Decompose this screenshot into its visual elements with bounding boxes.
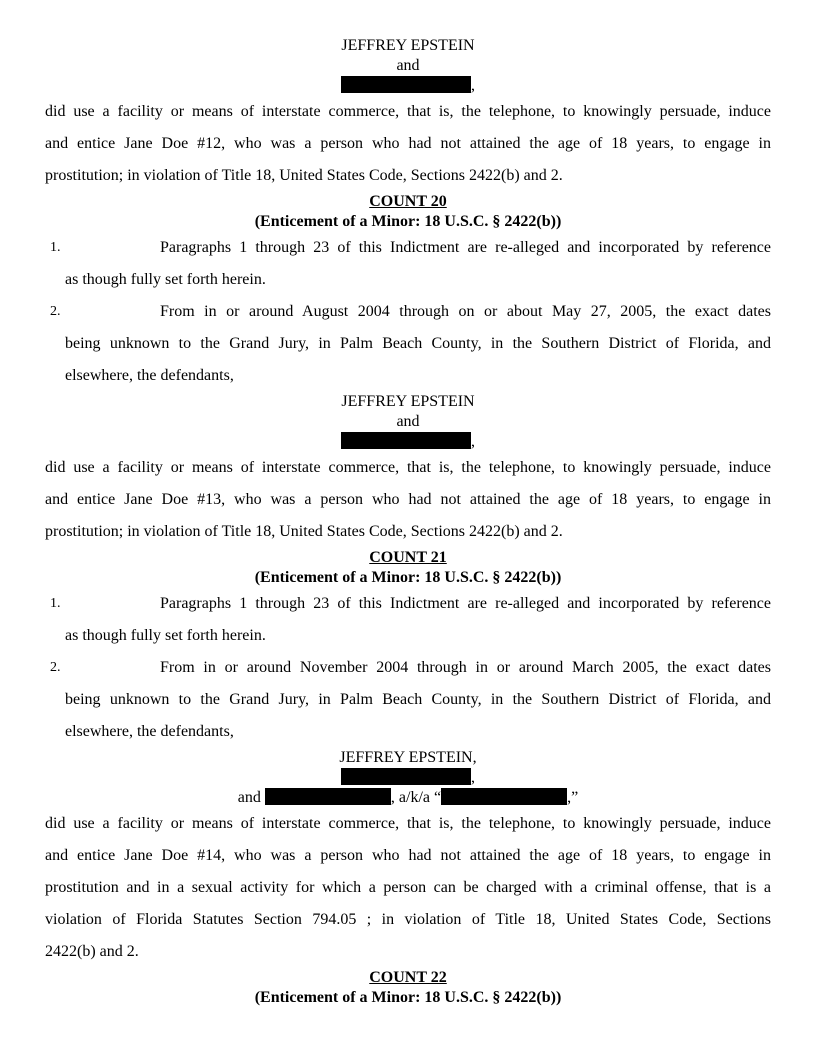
body-line: prostitution; in violation of Title 18, United States Code, Sections 2422(b) and 2. — [45, 523, 563, 540]
paragraph-number: 2. — [50, 660, 61, 675]
paragraph-number: 1. — [50, 596, 61, 611]
count-subtitle: (Enticement of a Minor: 18 U.S.C. § 2422(b)) — [254, 213, 562, 230]
body-line: did use a facility or means of interstate commerce, that is, the telephone, to knowingly persuade, induce — [45, 103, 771, 120]
paragraph-number: 1. — [50, 240, 61, 255]
and-conjunction: and — [396, 57, 420, 74]
count-title: COUNT 20 — [369, 193, 447, 210]
body-line: and entice Jane Doe #13, who was a person who had not attained the age of 18 years, to engage in — [45, 491, 771, 508]
paragraph-text: being unknown to the Grand Jury, in Palm Beach County, in the Southern District of Florida, and — [65, 691, 771, 708]
body-line: did use a facility or means of interstate commerce, that is, the telephone, to knowingly persuade, induce — [45, 815, 771, 832]
redacted-defendant-line: , — [0, 768, 816, 788]
defendant-name: JEFFREY EPSTEIN — [341, 393, 475, 410]
body-line: prostitution and in a sexual activity for which a person can be charged with a criminal offense, that is a — [45, 879, 771, 896]
redacted-defendant-line: , — [0, 432, 816, 452]
paragraph-text: as though fully set forth herein. — [65, 271, 266, 288]
defendant-name: JEFFREY EPSTEIN — [341, 37, 475, 54]
redaction-bar — [341, 768, 471, 785]
paragraph-text: elsewhere, the defendants, — [65, 367, 234, 384]
paragraph-number: 2. — [50, 304, 61, 319]
redaction-bar — [341, 76, 471, 93]
count-title: COUNT 21 — [369, 549, 447, 566]
body-line: and entice Jane Doe #12, who was a person who had not attained the age of 18 years, to engage in — [45, 135, 771, 152]
paragraph-text: Paragraphs 1 through 23 of this Indictment are re-alleged and incorporated by reference — [160, 595, 771, 612]
body-line: 2422(b) and 2. — [45, 943, 139, 960]
paragraph-text: being unknown to the Grand Jury, in Palm Beach County, in the Southern District of Florida, and — [65, 335, 771, 352]
defendant-name: JEFFREY EPSTEIN, — [339, 749, 477, 766]
count-subtitle: (Enticement of a Minor: 18 U.S.C. § 2422(b)) — [254, 569, 562, 586]
paragraph-text: Paragraphs 1 through 23 of this Indictment are re-alleged and incorporated by reference — [160, 239, 771, 256]
paragraph-text: From in or around August 2004 through on or about May 27, 2005, the exact dates — [160, 303, 771, 320]
redacted-aka-line: and , a/k/a “ ,” — [237, 789, 579, 806]
redaction-bar — [441, 788, 567, 805]
paragraph-text: From in or around November 2004 through in or around March 2005, the exact dates — [160, 659, 771, 676]
body-line: prostitution; in violation of Title 18, United States Code, Sections 2422(b) and 2. — [45, 167, 563, 184]
paragraph-text: as though fully set forth herein. — [65, 627, 266, 644]
redaction-bar — [341, 432, 471, 449]
count-title: COUNT 22 — [369, 969, 447, 986]
body-line: violation of Florida Statutes Section 794.05 ; in violation of Title 18, United States Code, Sections — [45, 911, 771, 928]
paragraph-text: elsewhere, the defendants, — [65, 723, 234, 740]
redaction-bar — [265, 788, 391, 805]
count-subtitle: (Enticement of a Minor: 18 U.S.C. § 2422(b)) — [254, 989, 562, 1006]
body-line: and entice Jane Doe #14, who was a person who had not attained the age of 18 years, to engage in — [45, 847, 771, 864]
body-line: did use a facility or means of interstate commerce, that is, the telephone, to knowingly persuade, induce — [45, 459, 771, 476]
and-conjunction: and — [396, 413, 420, 430]
redacted-defendant-line: , — [0, 76, 816, 96]
